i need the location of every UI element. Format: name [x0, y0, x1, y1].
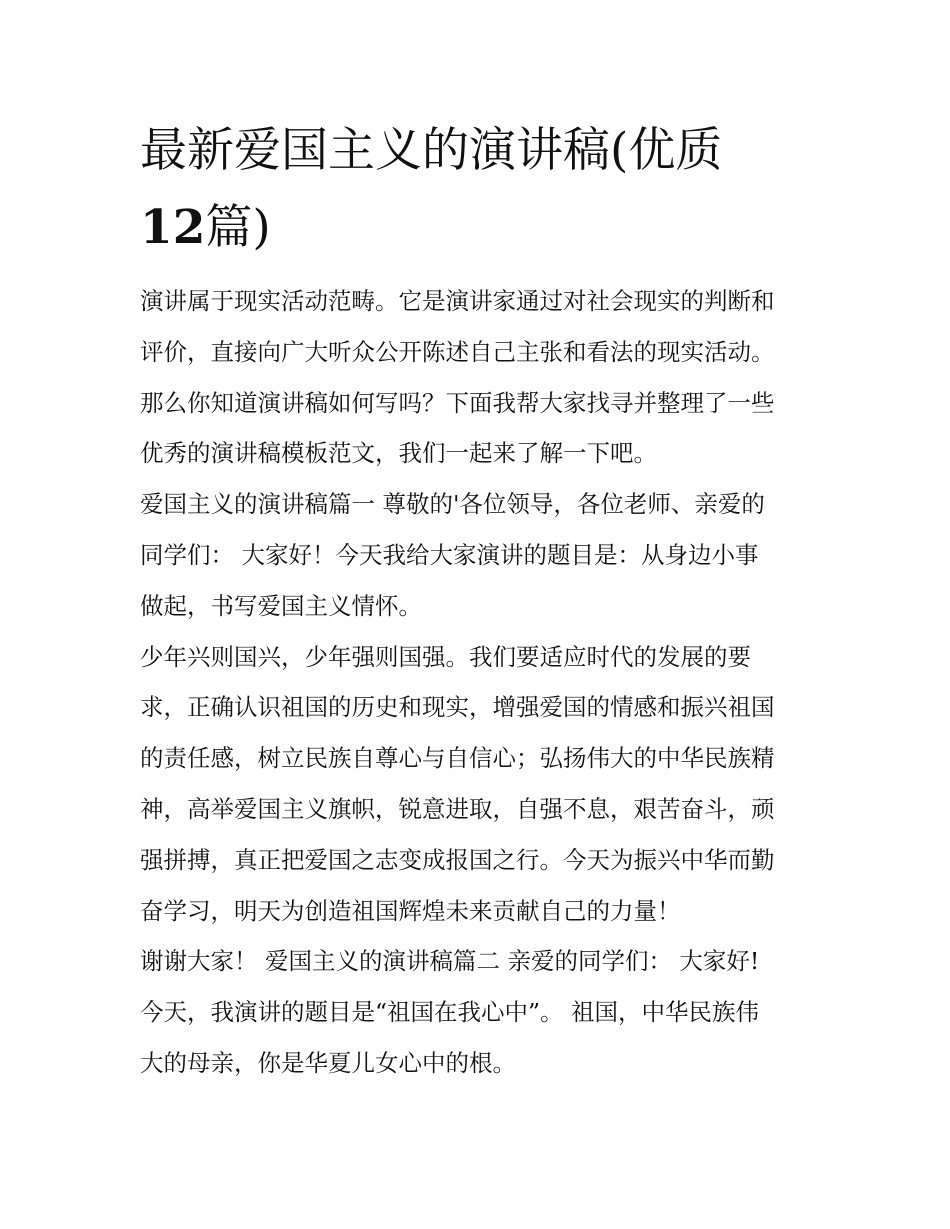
text-line: 爱国主义的演讲稿篇一 尊敬的'各位领导，各位老师、亲爱的: [140, 490, 765, 519]
title-number: 12: [140, 200, 206, 255]
text-line: 强拼搏，真正把爱国之志变成报国之行。今天为振兴中华而勤: [140, 845, 775, 874]
text-line: 神，高举爱国主义旗帜，锐意进取，自强不息，艰苦奋斗，顽: [140, 794, 775, 823]
document-title: [140, 112, 820, 266]
text-line: 做起，书写爱国主义情怀。: [140, 591, 422, 620]
text-line: 今天，我演讲的题目是“祖国在我心中”。 祖国，中华民族伟: [140, 998, 759, 1027]
paragraph-intro: [140, 276, 820, 479]
paragraph-speech-one-body: [140, 632, 820, 937]
text-line: 奋学习，明天为创造祖国辉煌未来贡献自己的力量！: [140, 896, 681, 925]
text-line: 评价，直接向广大听众公开陈述自己主张和看法的现实活动。: [140, 337, 775, 366]
text-line: 优秀的演讲稿模板范文，我们一起来了解一下吧。: [140, 439, 657, 468]
text-line: 谢谢大家！ 爱国主义的演讲稿篇二 亲爱的同学们： 大家好!: [140, 947, 760, 976]
text-line: 同学们： 大家好！今天我给大家演讲的题目是：从身边小事: [140, 540, 759, 569]
text-line: 大的母亲，你是华夏儿女心中的根。: [140, 1048, 516, 1077]
title-line-2: [140, 189, 820, 266]
text-line: 少年兴则国兴，少年强则国强。我们要适应时代的发展的要: [140, 642, 751, 671]
paragraph-speech-one-opening: [140, 479, 820, 631]
text-line: 的责任感，树立民族自尊心与自信心；弘扬伟大的中华民族精: [140, 744, 775, 773]
paragraph-speech-two-opening: [140, 936, 820, 1088]
title-line-1: 最新爱国主义的演讲稿(优质: [140, 123, 723, 178]
text-line: 那么你知道演讲稿如何写吗？下面我帮大家找寻并整理了一些: [140, 388, 775, 417]
text-line: 演讲属于现实活动范畴。它是演讲家通过对社会现实的判断和: [140, 287, 775, 315]
text-line: 求，正确认识祖国的历史和现实，增强爱国的情感和振兴祖国: [140, 693, 775, 722]
title-suffix: 篇): [205, 200, 271, 255]
document-body: [140, 276, 820, 1089]
